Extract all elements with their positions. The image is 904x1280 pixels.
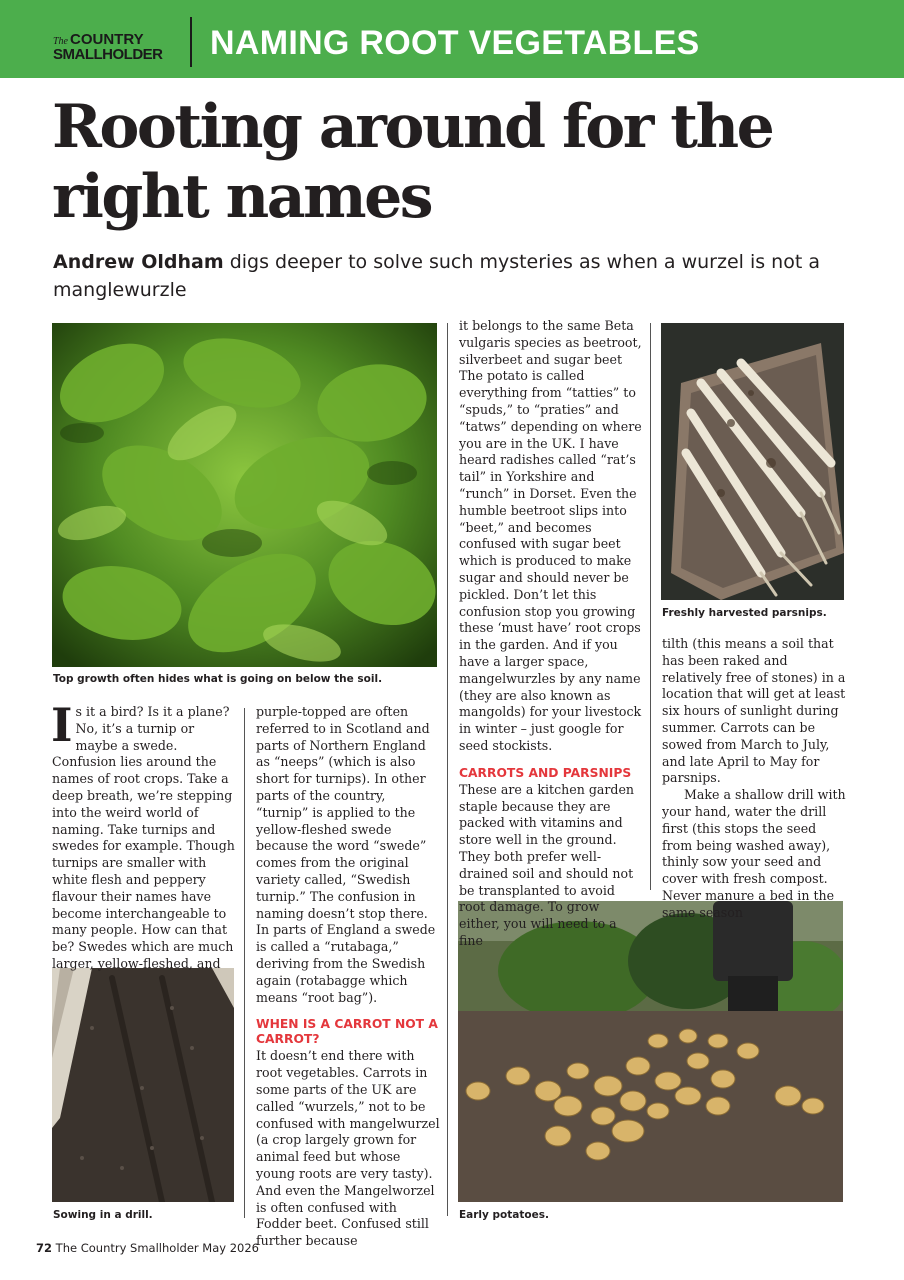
logo-the: The <box>53 36 68 47</box>
body-column-2 <box>256 704 440 1250</box>
body-paragraph: It doesn’t end there with root vegetables. Carrots in some parts of the UK are called “wurzels,” not to be confused with mangelwurzel (a crop largely grown for animal feed but whose young roots are very tasty). And even the Mangelworzel is often confused with Fodder beet. Confused still further because <box>256 1048 440 1249</box>
caption-parsnips: Freshly harvested parsnips. <box>662 607 827 619</box>
article-headline: Rooting around for the right names <box>52 92 773 232</box>
caption-top-growth: Top growth often hides what is going on below the soil. <box>53 673 383 685</box>
body-paragraph: Make a shallow drill with your hand, water the drill first (this stops the seed from being washed away), thinly sow your seed and cover with fresh compost. Never manure a bed in the same season <box>662 787 846 920</box>
caption-drill: Sowing in a drill. <box>53 1209 153 1221</box>
subhead-carrots-parsnips: CARROTS AND PARSNIPS <box>459 765 632 780</box>
body-column-1 <box>51 698 235 973</box>
caption-potatoes: Early potatoes. <box>459 1209 549 1221</box>
page-footer <box>36 1241 259 1255</box>
column-rule-2 <box>447 323 448 1216</box>
column-rule-1 <box>244 708 245 1218</box>
subhead-carrot: WHEN IS A CARROT NOT A CARROT? <box>256 1017 438 1047</box>
drill-photo <box>52 968 234 1202</box>
magazine-name: The Country Smallholder <box>55 1241 199 1255</box>
drop-cap: I <box>51 698 73 752</box>
magazine-logo <box>53 33 183 61</box>
author-name: Andrew Oldham <box>53 251 224 273</box>
parsnips-photo <box>661 323 844 600</box>
section-title: NAMING ROOT VEGETABLES <box>210 24 700 62</box>
logo-line2: SMALLHOLDER <box>53 46 163 63</box>
top-growth-photo <box>52 323 437 667</box>
standfirst <box>53 248 853 304</box>
page-number: 72 <box>36 1241 53 1255</box>
body-paragraph: tilth (this means a soil that has been raked and relatively free of stones) in a location that will get at least six hours of sunlight during summer. Carrots can be sowed from March to July, and late April to May for parsnips. <box>662 636 846 786</box>
body-paragraph <box>51 698 235 973</box>
body-paragraph: These are a kitchen garden staple because they are packed with vitamins and store well in the ground. They both prefer well-drained soil and should not be transplanted to avoid root damage. To grow either, you will need to a fine <box>459 781 635 948</box>
body-paragraph: purple-topped are often referred to in Scotland and parts of Northern England as “neeps” (which is also short for turnips). In other parts of the country, “turnip” is applied to the yellow-fleshed swede because the word “swede” comes from the original variety called, “Swedish turnip.” The confusion in naming doesn’t stop there. In parts of England a swede is called a “rutabaga,” deriving from the Swedish again (rotabagge which means “root bag”). <box>256 704 436 1005</box>
issue-date: May 2026 <box>202 1241 259 1255</box>
column-rule-3 <box>650 323 651 890</box>
body-paragraph: it belongs to the same Beta vulgaris species as beetroot, silverbeet and sugar beet The potato is called everything from “tatties” to “spuds,” to “praties” and “tatws” depending on where you are in the UK. I have heard radishes called “rat’s tail” in Yorkshire and “runch” in Dorset. Even the humble beetroot slips into “beet,” and becomes confused with sugar beet which is produced to make sugar and should never be pickled. Don’t let this confusion stop you growing these ‘must have’ root crops in the garden. And if you have a larger space, mangelwurzles by any name (they are also known as mangolds) for your livestock in winter – just google for seed stockists. <box>459 318 642 753</box>
body-text: s it a bird? Is it a plane? No, it’s a turnip or maybe a swede. Confusion lies around the names of root crops. Take a deep breath, we’re stepping into the weird world of naming. Take turnips and swedes for example. Though turnips are smaller with white flesh and peppery flavour their names have become interchangeable to many people. How can that be? Swedes which are much larger, yellow-fleshed, and <box>52 704 235 971</box>
standfirst-text: digs deeper to solve such mysteries as when a wurzel is not a manglewurzle <box>53 251 820 301</box>
logo-line1: COUNTRY <box>70 31 144 48</box>
body-column-3 <box>459 318 642 950</box>
body-column-4 <box>662 636 846 922</box>
banner-divider <box>190 17 192 67</box>
section-banner <box>0 0 904 78</box>
